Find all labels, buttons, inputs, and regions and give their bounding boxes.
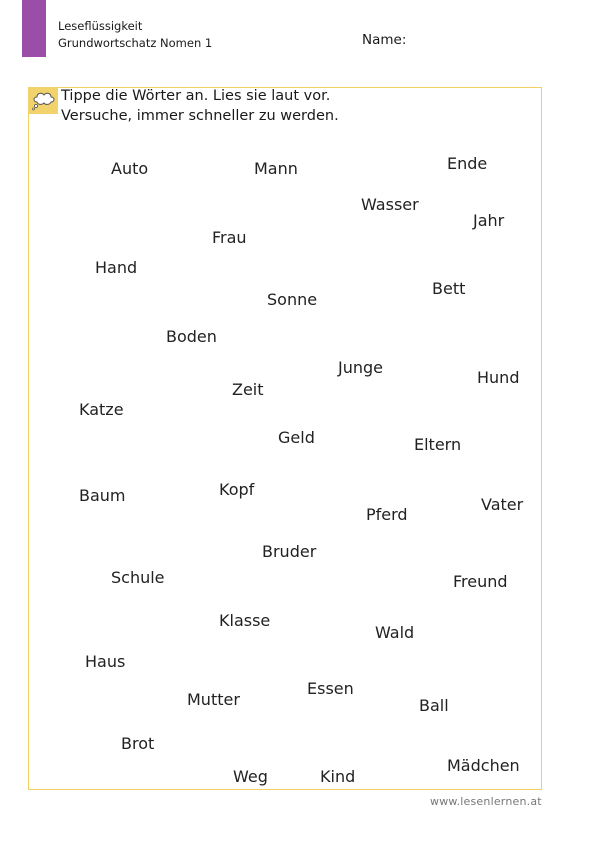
word-essen[interactable]: Essen xyxy=(307,679,354,698)
word-bett[interactable]: Bett xyxy=(432,279,466,298)
word-zeit[interactable]: Zeit xyxy=(232,380,264,399)
word-ball[interactable]: Ball xyxy=(419,696,449,715)
word-mann[interactable]: Mann xyxy=(254,159,298,178)
word-pferd[interactable]: Pferd xyxy=(366,505,408,524)
word-schule[interactable]: Schule xyxy=(111,568,165,587)
word-boden[interactable]: Boden xyxy=(166,327,217,346)
word-kind[interactable]: Kind xyxy=(320,767,356,786)
word-haus[interactable]: Haus xyxy=(85,652,126,671)
thought-bubble-icon xyxy=(28,87,58,114)
word-freund[interactable]: Freund xyxy=(453,572,508,591)
accent-bar xyxy=(22,0,46,57)
word-hand[interactable]: Hand xyxy=(95,258,138,277)
word-brot[interactable]: Brot xyxy=(121,734,155,753)
word-ende[interactable]: Ende xyxy=(447,154,488,173)
word-auto[interactable]: Auto xyxy=(111,159,149,178)
word-maedchen[interactable]: Mädchen xyxy=(447,756,520,775)
title-line-2: Grundwortschatz Nomen 1 xyxy=(58,36,213,50)
word-frau[interactable]: Frau xyxy=(212,228,247,247)
word-vater[interactable]: Vater xyxy=(481,495,524,514)
word-geld[interactable]: Geld xyxy=(278,428,315,447)
title-line-1: Leseflüssigkeit xyxy=(58,19,143,33)
instruction-line-1: Tippe die Wörter an. Lies sie laut vor. xyxy=(61,88,331,104)
word-baum[interactable]: Baum xyxy=(79,486,126,505)
word-wasser[interactable]: Wasser xyxy=(361,195,419,214)
word-sonne[interactable]: Sonne xyxy=(267,290,318,309)
word-kopf[interactable]: Kopf xyxy=(219,480,255,499)
word-hund[interactable]: Hund xyxy=(477,368,520,387)
name-label: Name: xyxy=(362,32,407,48)
worksheet-title xyxy=(58,18,212,52)
word-wald[interactable]: Wald xyxy=(375,623,415,642)
word-junge[interactable]: Junge xyxy=(338,358,383,377)
word-weg[interactable]: Weg xyxy=(233,767,268,786)
footer-url[interactable]: www.lesenlernen.at xyxy=(430,795,542,808)
word-eltern[interactable]: Eltern xyxy=(414,435,462,454)
instructions xyxy=(61,86,339,126)
word-mutter[interactable]: Mutter xyxy=(187,690,240,709)
word-jahr[interactable]: Jahr xyxy=(473,211,505,230)
word-katze[interactable]: Katze xyxy=(79,400,124,419)
instruction-line-2: Versuche, immer schneller zu werden. xyxy=(61,108,339,124)
word-klasse[interactable]: Klasse xyxy=(219,611,271,630)
word-bruder[interactable]: Bruder xyxy=(262,542,317,561)
